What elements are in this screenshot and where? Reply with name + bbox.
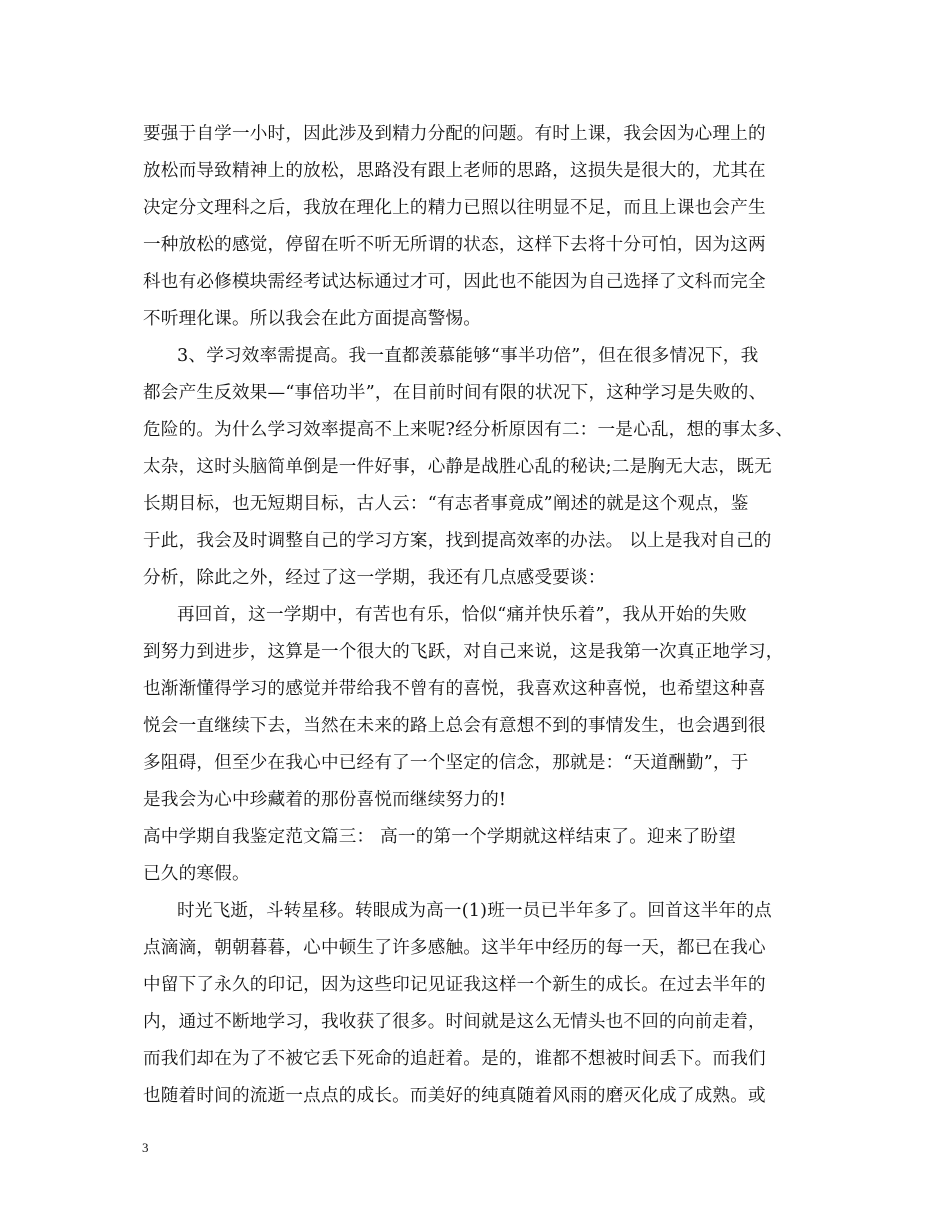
- text-line: 于此，我会及时调整自己的学习方案，找到提高效率的办法。 以上是我对自己的: [143, 531, 772, 551]
- text-line: 决定分文理科之后，我放在理化上的精力已照以往明显不足，而且上课也会产生: [143, 198, 766, 218]
- text-line: 太杂，这时头脑简单倒是一件好事，心静是战胜心乱的秘诀;二是胸无大志，既无: [143, 457, 772, 477]
- text-line: 中留下了永久的印记，因为这些印记见证我这样一个新生的成长。在过去半年的: [143, 975, 766, 995]
- text-line: 内，通过不断地学习，我收获了很多。时间就是这么无情头也不回的向前走着，: [143, 1012, 766, 1032]
- text-line: 也渐渐懂得学习的感觉并带给我不曾有的喜悦，我喜欢这种喜悦，也希望这种喜: [143, 679, 766, 699]
- document-body: [143, 116, 813, 1115]
- text-line: 悦会一直继续下去，当然在未来的路上总会有意想不到的事情发生，也会遇到很: [143, 716, 766, 736]
- text-line: 一种放松的感觉，停留在听不听无所谓的状态，这样下去将十分可怕，因为这两: [143, 235, 766, 255]
- text-line: 也随着时间的流逝一点点的成长。而美好的纯真随着风雨的磨灭化成了成熟。或: [143, 1086, 766, 1106]
- text-line: 放松而导致精神上的放松，思路没有跟上老师的思路，这损失是很大的，尤其在: [143, 161, 766, 181]
- text-line: 长期目标，也无短期目标，古人云：“有志者事竟成”阐述的就是这个观点，鉴: [143, 494, 749, 514]
- text-line: 分析，除此之外，经过了这一学期，我还有几点感受要谈：: [143, 568, 606, 588]
- text-line: 多阻碍，但至少在我心中已经有了一个坚定的信念，那就是：“天道酬勤”，于: [143, 753, 749, 773]
- page-number: 3: [142, 1140, 149, 1155]
- text-line: 高中学期自我鉴定范文篇三： 高一的第一个学期就这样结束了。迎来了盼望: [143, 827, 736, 847]
- text-line: 危险的。为什么学习效率提高不上来呢?经分析原因有二：一是心乱，想的事太多、: [143, 420, 794, 440]
- text-line: 要强于自学一小时，因此涉及到精力分配的问题。有时上课，我会因为心理上的: [143, 124, 766, 144]
- text-line: 不听理化课。所以我会在此方面提高警惕。: [143, 309, 482, 329]
- text-line: 点滴滴，朝朝暮暮，心中顿生了许多感触。这半年中经历的每一天，都已在我心: [143, 938, 766, 958]
- text-line: 再回首，这一学期中，有苦也有乐，恰似“痛并快乐着”，我从开始的失败: [177, 605, 747, 625]
- text-line: 时光飞逝，斗转星移。转眼成为高一(1)班一员已半年多了。回首这半年的点: [177, 901, 772, 921]
- text-line: 已久的寒假。: [143, 864, 250, 884]
- text-line: 到努力到进步，这算是一个很大的飞跃，对自己来说，这是我第一次真正地学习，: [143, 642, 784, 662]
- text-line: 都会产生反效果—“事倍功半”，在目前时间有限的状况下，这种学习是失败的、: [143, 383, 767, 403]
- text-line: 3、学习效率需提高。我一直都羡慕能够“事半功倍”，但在很多情况下，我: [177, 346, 759, 366]
- text-line: 而我们却在为了不被它丢下死命的追赶着。是的，谁都不想被时间丢下。而我们: [143, 1049, 766, 1069]
- text-line: 科也有必修模块需经考试达标通过才可，因此也不能因为自己选择了文科而完全: [143, 272, 766, 292]
- text-line: 是我会为心中珍藏着的那份喜悦而继续努力的!: [143, 790, 507, 810]
